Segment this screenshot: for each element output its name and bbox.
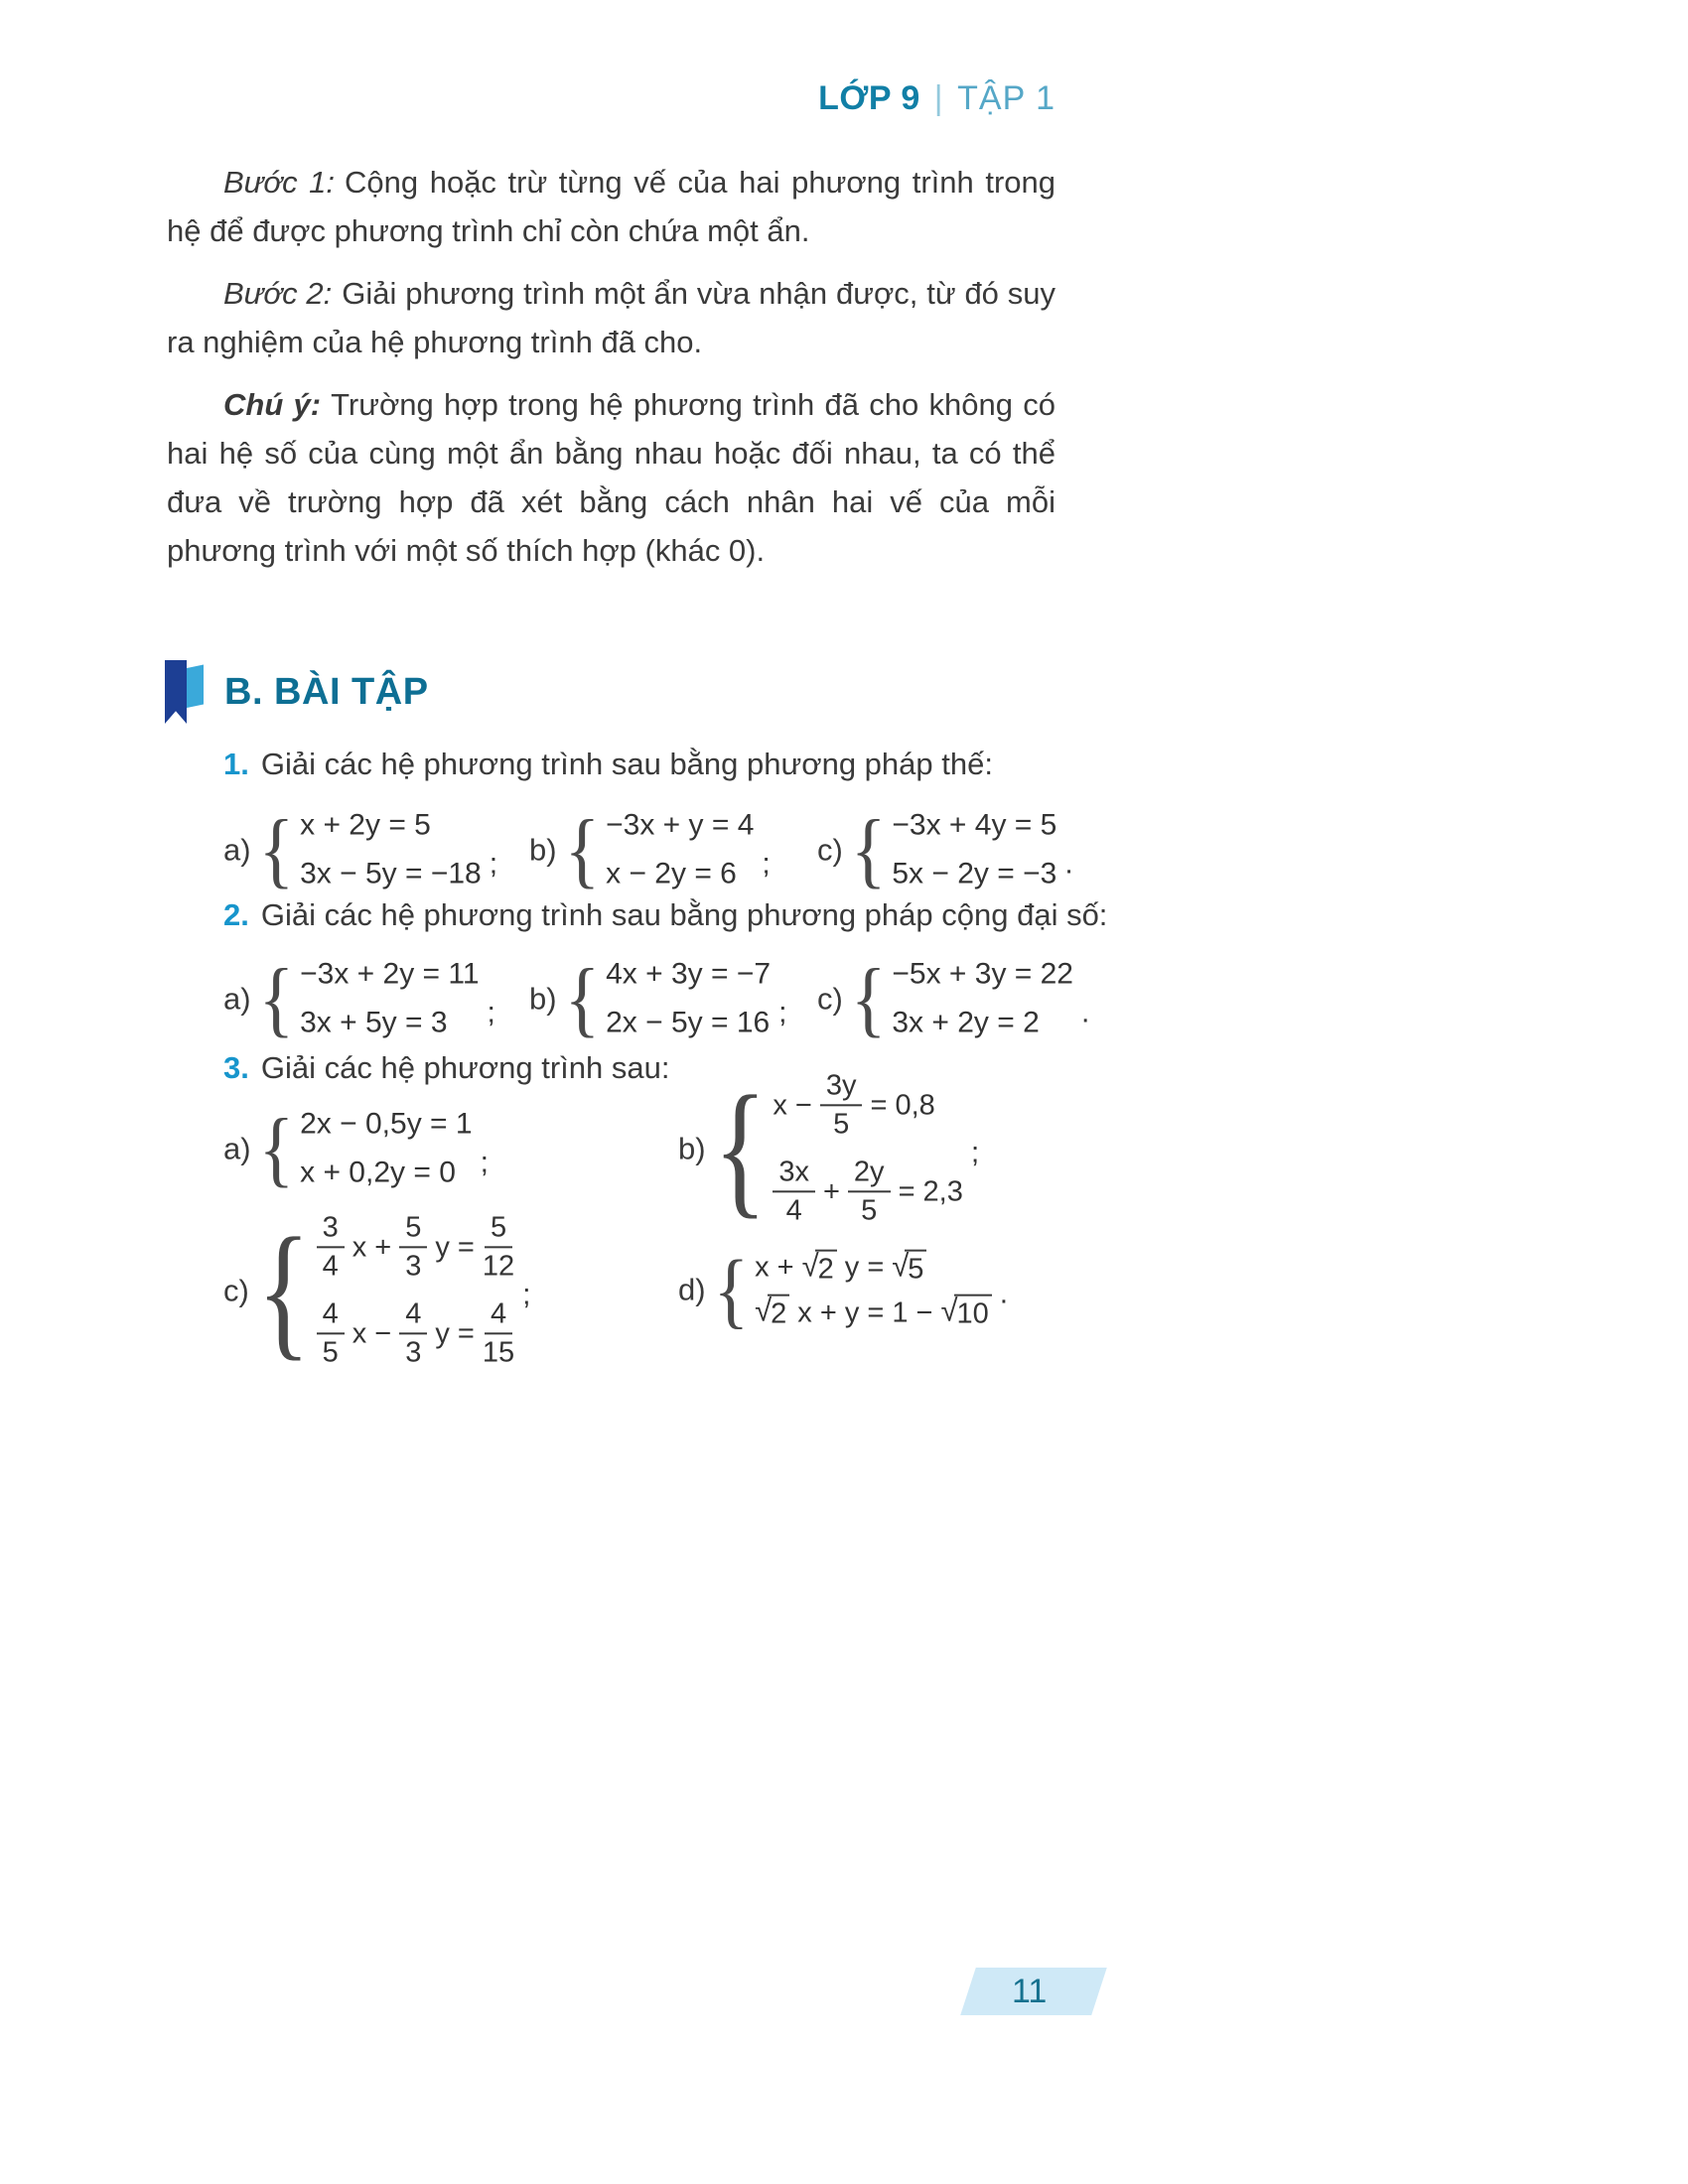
exercise-1-prompt [223,747,993,782]
radical-icon: √ [755,1294,773,1328]
radicand: 5 [905,1250,926,1287]
page-number-badge [968,1968,1099,2015]
system-3d [678,1243,1009,1338]
equation: −3x + 4y = 5 [892,808,1057,842]
paragraph-step-1 [167,159,1055,256]
system-label: b) [529,981,557,1016]
equation: x + 0,2y = 0 [300,1156,456,1188]
math-text: = 2,3 [898,1174,963,1207]
exercise-2-prompt [223,897,1107,933]
equation-stack [296,1105,472,1193]
system-label: c) [817,832,843,867]
math-text: x + [755,1251,794,1284]
header-separator: | [933,79,944,117]
system-3a [223,1101,489,1196]
page-header [167,79,1055,118]
numerator: 5 [485,1211,512,1248]
exercise-number: 2. [223,897,249,932]
exercise-prompt-text: Giải các hệ phương trình sau bằng phương pháp cộng đại số: [260,897,1108,932]
paragraph-text: Giải phương trình một ẩn vừa nhận được, từ đó suy ra nghiệm của hệ phương trình đã cho. [167,275,1056,359]
math-text: = 0,8 [870,1089,935,1122]
brace-icon: { [564,802,601,897]
punctuation: ; [762,847,771,880]
denominator: 5 [861,1194,878,1227]
equation-stack [602,806,754,894]
equation: −3x + 2y = 11 [300,957,480,991]
numerator: 4 [399,1297,427,1334]
system-label: a) [223,981,251,1016]
numerator: 5 [399,1211,427,1248]
volume-label: TẬP 1 [957,79,1055,117]
exercise-prompt-text: Giải các hệ phương trình sau: [260,1050,670,1085]
punctuation: ; [778,996,787,1028]
numerator: 4 [485,1297,512,1334]
system-label: b) [678,1131,706,1165]
equation: 3x + 5y = 3 [300,1006,448,1038]
paragraph-text: Trường hợp trong hệ phương trình đã cho không có hai hệ số của cùng một ẩn bằng nhau hoặc đối nhau, ta có thể đưa về trường hợp đã xét bằng cách nhân hai vế của mỗi phương trình với một số thích hợp (khác 0). [167,386,1055,568]
system-label: a) [223,1131,251,1165]
system-1a [223,802,498,897]
equation [773,1069,963,1142]
math-text: y = [844,1251,885,1284]
radical-icon: √ [940,1294,958,1328]
exercise-2-systems [167,943,1090,1054]
denominator: 15 [482,1336,515,1369]
system-label: c) [817,981,843,1016]
equation: −3x + y = 4 [606,808,755,842]
equation-stack [769,1069,963,1227]
fraction [399,1297,427,1370]
math-text: y = [435,1316,475,1349]
math-text: x + [352,1231,392,1264]
math-text: x − [352,1316,392,1349]
numerator: 3y [820,1069,863,1106]
equation-stack [296,806,482,894]
punctuation: ; [487,996,495,1028]
equation-stack [751,1250,992,1332]
square-root [802,1250,837,1287]
punctuation: . [1081,996,1090,1028]
exercise-3-systems-row-2 [167,1206,1060,1375]
math-text: x − [773,1089,812,1122]
paragraph-lead: Bước 1: [223,165,336,200]
equation: 5x − 2y = −3 [892,857,1057,889]
system-1c [817,802,1073,897]
equation-stack [888,955,1073,1043]
system-3b [678,1065,980,1232]
brace-icon: { [258,802,295,897]
punctuation: ; [489,847,498,880]
brace-icon: { [258,1101,295,1196]
punctuation: ; [522,1278,531,1310]
equation: x + 2y = 5 [300,808,431,842]
equation: 4x + 3y = −7 [606,957,772,991]
paragraph-lead: Bước 2: [223,275,333,311]
radicand: 10 [954,1295,992,1331]
brace-icon: { [850,802,887,897]
equation-stack [296,955,479,1043]
equation: −5x + 3y = 22 [892,957,1073,991]
fraction [317,1297,345,1370]
equation-stack [313,1211,515,1369]
exercise-number: 1. [223,747,249,781]
radicand: 2 [815,1250,837,1287]
radical-icon: √ [801,1248,819,1284]
math-text: y = [435,1231,475,1264]
fraction [317,1211,345,1284]
paragraph-lead: Chú ý: [223,386,322,422]
system-1b [529,802,771,897]
square-root [892,1250,926,1287]
numerator: 2y [848,1156,891,1192]
punctuation: . [1064,847,1073,880]
paragraph-note [167,381,1055,576]
brace-icon: { [256,1207,311,1374]
fraction [483,1297,514,1370]
system-label: b) [529,832,557,867]
math-text: + [822,1174,840,1207]
equation-stack [888,806,1056,894]
denominator: 12 [482,1250,515,1283]
system-label: c) [223,1273,249,1307]
square-root [755,1295,789,1331]
equation: 3x + 2y = 2 [892,1006,1040,1038]
math-text: x + y = 1 − [797,1297,933,1329]
square-root [941,1295,992,1331]
section-heading [165,659,429,725]
equation: 3x − 5y = −18 [300,857,482,889]
exercise-1-systems [167,794,1073,905]
bookmark-icon [165,660,209,724]
denominator: 4 [322,1250,339,1283]
fraction [483,1211,514,1284]
fraction [399,1211,427,1284]
denominator: 3 [405,1336,422,1369]
denominator: 3 [405,1250,422,1283]
exercise-prompt-text: Giải các hệ phương trình sau bằng phương pháp thế: [260,747,993,781]
denominator: 5 [833,1108,850,1141]
brace-icon: { [258,951,295,1046]
punctuation: . [999,1278,1009,1310]
radicand: 2 [768,1295,789,1331]
fraction [820,1069,863,1142]
equation [755,1250,992,1287]
brace-icon: { [850,951,887,1046]
equation [317,1297,515,1370]
punctuation: ; [480,1146,489,1178]
section-title: B. BÀI TẬP [224,670,429,713]
denominator: 5 [322,1336,339,1369]
system-2b [529,951,787,1046]
numerator: 3x [773,1156,815,1192]
equation: 2x − 0,5y = 1 [300,1107,473,1141]
numerator: 4 [317,1297,345,1334]
equation: 2x − 5y = 16 [606,1006,771,1038]
equation-stack [602,955,771,1043]
grade-label: LỚP 9 [818,79,920,117]
bookmark-icon-dark-shape [165,660,187,724]
denominator: 4 [785,1194,802,1227]
brace-icon: { [713,1243,750,1338]
body-paragraphs [167,159,1055,590]
punctuation: ; [970,1136,980,1168]
paragraph-step-2 [167,270,1055,367]
brace-icon: { [713,1065,768,1232]
numerator: 3 [317,1211,345,1248]
brace-icon: { [564,951,601,1046]
radical-icon: √ [892,1248,910,1284]
page-number: 11 [1012,1973,1048,2010]
equation [317,1211,515,1284]
system-label: a) [223,832,251,867]
system-2a [223,951,495,1046]
system-label: d) [678,1273,706,1307]
system-2c [817,951,1090,1046]
paragraph-text: Cộng hoặc trừ từng vế của hai phương trình trong hệ để được phương trình chỉ còn chứa một ẩn. [167,165,1055,248]
system-3c [223,1207,531,1374]
equation: x − 2y = 6 [606,857,737,889]
equation [755,1295,992,1331]
exercise-number: 3. [223,1050,249,1085]
